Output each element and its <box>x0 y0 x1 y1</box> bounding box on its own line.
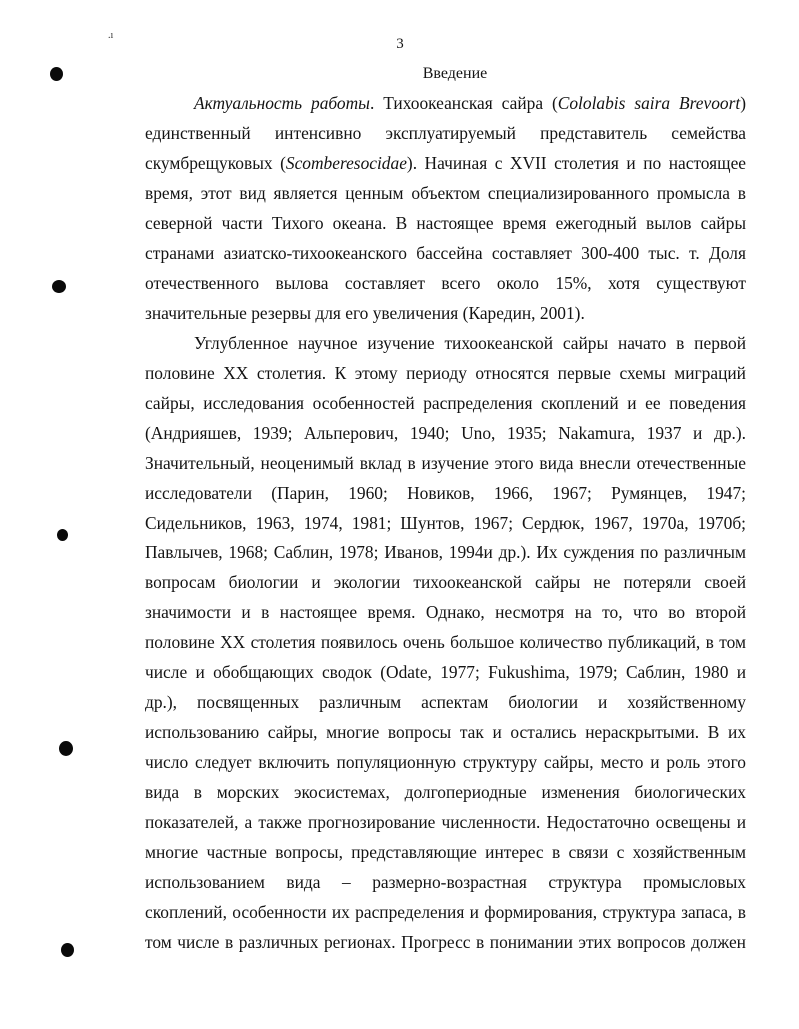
punch-hole-5 <box>61 943 74 957</box>
paragraph-2-line-10: значимости и в настоящее время. Однако, несмотря на то, что во второй <box>145 602 746 622</box>
paragraph-2-line-16: вида в морских экосистемах, долгопериодные изменения биологических <box>145 782 746 802</box>
paragraph-1-line-7: отечественного вылова составляет всего около 15%, хотя существуют <box>145 273 746 293</box>
paragraph-2-line-1: Углубленное научное изучение тихоокеанской сайры начато в первой <box>194 333 746 353</box>
paragraph-2-line-4: (Андрияшев, 1939; Альперович, 1940; Uno, 1935; Nakamura, 1937 и др.). <box>145 423 746 443</box>
punch-hole-4 <box>59 741 73 756</box>
punch-hole-3 <box>57 529 68 541</box>
paragraph-2-line-13: др.), посвященных различным аспектам биологии и хозяйственному <box>145 692 746 712</box>
paragraph-2-line-20: скоплений, особенности их распределения и формирования, структура запаса, в <box>145 902 746 922</box>
paragraph-1-line-6: странами азиатско-тихоокеанского бассейна составляет 300-400 тыс. т. Доля <box>145 243 746 263</box>
page-number: 3 <box>396 36 404 52</box>
paragraph-2-line-8: Павлычев, 1968; Саблин, 1978; Иванов, 1994и др.). Их суждения по различным <box>145 542 746 562</box>
corner-mark: .ı <box>108 30 114 41</box>
species-name: Cololabis saira Brevoort <box>557 93 741 113</box>
paragraph-2-line-12: числе и обобщающих сводок (Odate, 1977; Fukushima, 1979; Саблин, 1980 и <box>145 662 746 682</box>
paragraph-2-line-3: сайры, исследования особенностей распределения скоплений и ее поведения <box>145 393 746 413</box>
section-heading: Введение <box>422 65 488 82</box>
paragraph-2-line-21: том числе в различных регионах. Прогресс в понимании этих вопросов должен <box>145 932 746 952</box>
paragraph-1-line-2: единственный интенсивно эксплуатируемый представитель семейства <box>145 123 746 143</box>
paragraph-1-line-1: Актуальность работы. Тихоокеанская сайра (Cololabis saira Brevoort) <box>194 93 746 113</box>
italic-lead: Актуальность работы <box>194 93 370 113</box>
paragraph-2-line-11: половине XX столетия появилось очень большое количество публикаций, в том <box>145 632 746 652</box>
paragraph-2-line-15: число следует включить популяционную структуру сайры, место и роль этого <box>145 752 746 772</box>
punch-hole-2 <box>52 280 66 293</box>
family-name: Scomberesocidae <box>285 153 407 173</box>
paragraph-1-line-4: время, этот вид является ценным объектом специализированного промысла в <box>145 183 746 203</box>
paragraph-2-line-5: Значительный, неоценимый вклад в изучение этого вида внесли отечественные <box>145 453 746 473</box>
paragraph-1-line-5: северной части Тихого океана. В настоящее время ежегодный вылов сайры <box>145 213 746 233</box>
paragraph-2-line-18: многие частные вопросы, представляющие интерес в связи с хозяйственным <box>145 842 746 862</box>
paragraph-2-line-2: половине XX столетия. К этому периоду относятся первые схемы миграций <box>145 363 746 383</box>
paragraph-1-line-3: скумбрещуковых (Scomberesocidae). Начиная с XVII столетия и по настоящее <box>145 153 747 173</box>
paragraph-2-line-6: исследователи (Парин, 1960; Новиков, 1966, 1967; Румянцев, 1947; <box>145 483 746 503</box>
paragraph-2-line-19: использованием вида – размерно-возрастная структура промысловых <box>145 872 746 892</box>
paragraph-2-line-7: Сидельников, 1963, 1974, 1981; Шунтов, 1967; Сердюк, 1967, 1970а, 1970б; <box>145 513 746 533</box>
punch-hole-1 <box>50 67 63 81</box>
paragraph-1-line-8: значительные резервы для его увеличения (Каредин, 2001). <box>145 303 585 323</box>
paragraph-2-line-14: использованию сайры, многие вопросы так и остались нераскрытыми. В их <box>145 722 746 742</box>
paragraph-2-line-9: вопросам биологии и экологии тихоокеанской сайры не потеряли своей <box>145 572 746 592</box>
paragraph-2-line-17: показателей, а также прогнозирование численности. Недостаточно освещены и <box>145 812 746 832</box>
